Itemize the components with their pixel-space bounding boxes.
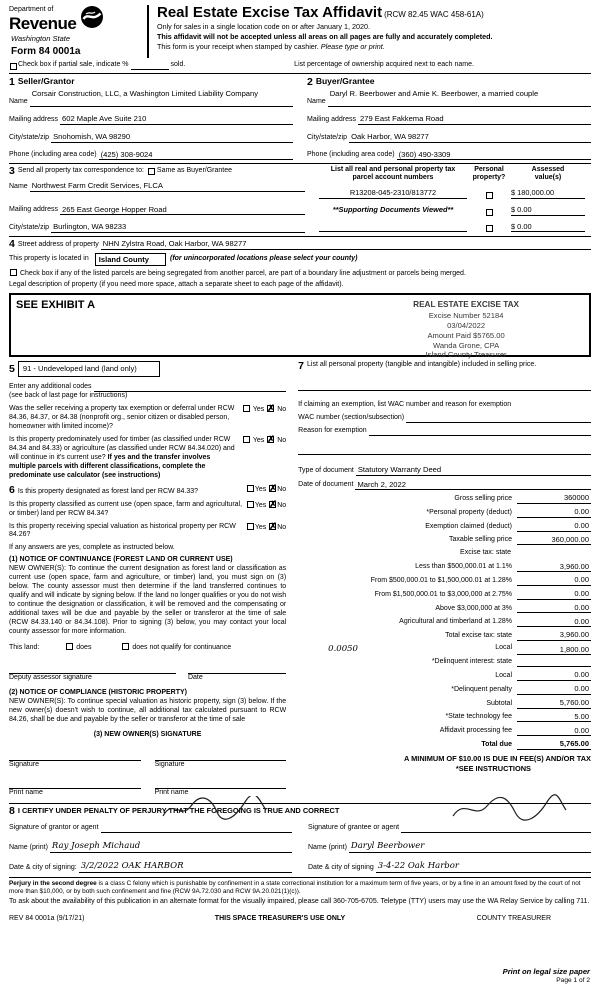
seller-mailing-field[interactable]: 602 Maple Ave Suite 210 (60, 114, 293, 125)
legal-description-box[interactable] (9, 293, 591, 360)
tier4-value[interactable]: 0.00 (517, 603, 591, 614)
subtotal-row: Subtotal 5,760.00 (486, 698, 589, 708)
correspondence-section: 3 Send all property tax correspondence to: Same as Buyer/Grantee Name Northwest Farm Credit Services, FLCA Mailing address 265 East George Hopper Road City/state/zip Burlington, WA 98233 (9, 166, 305, 233)
page-title: Real Estate Excise Tax Affidavit (157, 4, 383, 21)
forest-no-checkbox[interactable] (269, 485, 276, 492)
exemption-deferral-question: Was the seller receiving a property tax exemption or deferral under RCW 84.36, 84.37, or 84.38 (nonprofit org., senior citizen or disabled person, homeowner with limited income)? Yes ✗ No (9, 405, 286, 432)
legal-description-label: Legal description of property (if you need more space, attach a separate sheet to each page of the affidavit). (9, 281, 344, 289)
supporting-documents-note: **Supporting Documents Viewed** (332, 204, 454, 214)
title-block (147, 5, 591, 58)
section-6-number: 6 (9, 483, 15, 496)
segregated-row (9, 269, 591, 279)
buyer-phone-field[interactable]: (360) 490-3309 (397, 150, 591, 161)
segregated-label: Check box if any of the listed parcels are being segregated from another parcel, are part of a boundary line adjustment or parcels being merged. (19, 270, 466, 278)
total-excise-state-row: Total excise tax: state 3,960.00 (445, 630, 589, 640)
does-qualify-checkbox[interactable] (66, 643, 73, 650)
minimum-due-note: A MINIMUM OF $10.00 IS DUE IN FEE(S) AND/OR TAX (404, 753, 591, 763)
tier1-row: Less than $500,000.01 at 1.1% 3,960.00 (415, 561, 589, 571)
correspondence-mailing-field[interactable]: 265 East George Hopper Road (60, 205, 305, 216)
buyer-mailing-field[interactable]: 279 East Fakkema Road (358, 114, 591, 125)
dor-logo-block (9, 5, 147, 58)
q-timber-no-checkbox[interactable] (267, 436, 274, 443)
seller-heading: Seller/Grantor (17, 76, 75, 87)
new-owner-printname-row: Print name Print name (9, 778, 286, 798)
print-note-block (503, 967, 590, 985)
current-use-question: Is this property classified as current use (open space, farm and agricultural, or timber) land per RCW 84.34? Yes ✗ No (9, 501, 286, 519)
timber-agriculture-question: Is this property predominately used for timber (as classified under RCW 84.34 and 84.33) or agriculture (as classified under RCW 84.34.020) and will continue in it's current use? If yes and the transfer involves multiple parcels with different classifications, complete the predominate use calculator (see instructions) Yes ✗ No (9, 436, 286, 481)
assessed-value-header: Assessed value(s) (531, 166, 565, 182)
affidavit-processing-fee-value[interactable]: 0.00 (517, 726, 591, 737)
partial-sale-percent-field[interactable] (131, 61, 169, 70)
certify-statement: I CERTIFY UNDER PENALTY OF PERJURY THAT THE FOREGOING IS TRUE AND CORRECT (17, 806, 340, 816)
new-owner-printname-line-1[interactable] (9, 778, 141, 789)
segregated-checkbox[interactable] (10, 269, 17, 276)
tier3-value[interactable]: 0.00 (517, 589, 591, 600)
seller-phone-field[interactable]: (425) 308-9024 (99, 150, 293, 161)
excise-tax-state-header: Excise tax: state (460, 549, 511, 557)
legal-description-value: SEE EXHIBIT A (16, 299, 96, 312)
correspondence-name-field[interactable]: Northwest Farm Credit Services, FLCA (30, 181, 305, 192)
personal-property-deduct-value[interactable]: 0.00 (517, 507, 591, 518)
deputy-assessor-row: Deputy assessor signature Date (9, 663, 286, 683)
historic-question: Is this property receiving special valuation as historical property per RCW 84.26? Yes ✗ No (9, 523, 286, 541)
delinquent-interest-local-value[interactable]: 0.00 (517, 670, 591, 681)
section-7-number: 7 (298, 360, 305, 373)
gross-selling-price-value[interactable]: 360000 (517, 493, 591, 504)
see-instructions-note: *SEE INSTRUCTIONS (455, 764, 531, 774)
local-tax-row: 0.0050 Local 1,800.00 (328, 644, 589, 655)
section-1-number: 1 (9, 75, 15, 88)
personal-property-list-line[interactable] (298, 380, 591, 391)
footer-row (9, 915, 591, 924)
current-use-yes-checkbox[interactable] (247, 501, 254, 508)
personal-property-checkbox-2[interactable] (486, 209, 493, 216)
section-8-number: 8 (9, 804, 15, 817)
grantee-date-city-field[interactable]: 3-4-22 Oak Harbor (376, 861, 591, 873)
delinquent-penalty-value[interactable]: 0.00 (517, 684, 591, 695)
grantor-signature (159, 796, 269, 822)
section-3-number: 3 (9, 165, 15, 178)
parcel-row (319, 188, 591, 198)
date-city-row: Date & city of signing: 3/2/2022 OAK HARBOR Date & city of signing 3-4-22 Oak Harbor (9, 861, 591, 873)
land-use-code-field[interactable]: 91 - Undeveloped land (land only) (18, 361, 160, 377)
form-number: Form 84 0001a (11, 45, 81, 57)
buyer-heading: Buyer/Grantee (315, 76, 375, 87)
header-note-1: Only for sales in a single location code on or after January 1, 2020. (157, 21, 370, 31)
new-owner-printname-line-2[interactable] (155, 778, 287, 789)
parcel-table (319, 166, 591, 233)
additional-codes-field[interactable] (94, 383, 287, 392)
exemption-claimed-row: Exemption claimed (deduct) 0.00 (425, 521, 589, 531)
additional-codes-note: (see back of last page for instructions) (9, 392, 128, 400)
exemption-claim-note: If claiming an exemption, list WAC number and reason for exemption (298, 400, 512, 408)
historic-no-checkbox[interactable] (269, 523, 276, 530)
notice-continuance-title: (1) NOTICE OF CONTINUANCE (FOREST LAND OR CURRENT USE) (9, 556, 233, 564)
grantor-date-city-field[interactable]: 3/2/2022 OAK HARBOR (79, 861, 292, 873)
total-due-value[interactable]: 5,765.00 (517, 739, 591, 750)
notice-continuance-body: NEW OWNER(S): To continue the current designation as forest land or classification as current use (open space, farm and agriculture, or timber) land, you must sign on (3) below. The county assessor must then determine if the land transferred continues to qualify and will indicate by signing below. If the land no longer qualifies or you do not wish to continue the designation or classification, it will be removed and the compensating or additional taxes will be due and payable by the seller or transferor at the time of sale (RCW 84.33.140 or 84.34.108). Prior to signing (3) below, you may contact your local county assessor for more information. (9, 565, 287, 636)
q-timber-yes-checkbox[interactable] (243, 436, 250, 443)
seller-buyer-band (9, 73, 591, 160)
grantor-printname-field[interactable]: Ray Joseph Michaud (50, 841, 292, 853)
buyer-csz-field[interactable]: Oak Harbor, WA 98277 (349, 132, 591, 143)
forest-yes-checkbox[interactable] (247, 485, 254, 492)
printname-row: Name (print) Ray Joseph Michaud Name (print) Daryl Beerbower (9, 841, 591, 853)
notice-compliance-title: (2) NOTICE OF COMPLIANCE (HISTORIC PROPERTY) (9, 688, 187, 696)
agricultural-row: Agricultural and timberland at 1.28% 0.00 (399, 616, 589, 626)
delinquent-interest-local-row: Local 0.00 (495, 670, 589, 680)
treasurer-space-label: THIS SPACE TREASURER'S USE ONLY (214, 914, 346, 922)
current-use-no-checkbox[interactable] (269, 501, 276, 508)
left-column: 5 91 - Undeveloped land (land only) Enter any additional codes (see back of last page for instructions) Was the seller receiving a property tax exemption or deferral under RCW 84.36, 84.37, or 84.38 (nonprofit org., senior citizen or disabled person, homeowner with limited income)? Yes ✗ No Is this property predominately used for timber (as classified under RCW 84.34 and 84.33) or agriculture (as classified under RCW 84.34.020) and will continue in it's current use? If yes and the transfer involves multiple parcels with different classifications, complete the predominate use calculator (see instructions) Yes ✗ No 6 Is this property designated as forest land per RCW 84.33? Yes ✗ No Is this property classified as current use (open space, farm and agricultural, or timber) land per RCW 84.34? Yes ✗ No Is this property receiving special valuation as historical property per RCW 84.26? Yes ✗ No If any answers are yes, complete as instructed below. (1) NOTICE OF CONTINUANCE (FOREST LAND OR CURRENT USE) NEW OWNER(S): To continue the current designation as forest land or classification as current use (open space, farm and agriculture, or timber) land, you must sign on (3) below. The county assessor must then determine if the land transferred continues to qualify and will indicate by signing below. If the land no longer qualifies or you do not wish to continue the designation or classification, it will be removed and the compensating or additional taxes will be due and payable by the seller or transferor at the time of sale (RCW 84.33.140 or 84.34.108). Prior to signing (3) below, you may contact your local county assessor for more information. This land: does does not qualify for continuance Deputy assessor signature Date (2) NOTICE OF COMPLIANCE (HISTORIC PROPERTY) NEW OWNER(S): To continue special valuation as historic property, sign (3) below. If the new owner(s) doesn't wish to continue, all additional tax calculated pursuant to RCW 84.26, shall be due and payable by the seller or transferor at the time of sale (3) NEW OWNER(S) SIGNATURE Signature Signature Print name Print name (9, 361, 294, 797)
certification-section (9, 803, 591, 873)
wac-number-field[interactable] (406, 414, 591, 423)
perjury-notice: Perjury in the second degree is a class C felony which is punishable by confinement in a state correctional institution for a maximum term of five years, or by a fine in an amount fixed by the court of not more than $10,000, or by both such confinement and fine (RCW 9A.72.030 and RCW 9A.20.021(1)(c)). (9, 877, 591, 896)
section-5-number: 5 (9, 362, 15, 375)
tier4-row: Above $3,000,000 at 3% 0.00 (435, 602, 589, 612)
street-address-field[interactable]: NHN Zylstra Road, Oak Harbor, WA 98277 (101, 239, 591, 250)
q-exemption-yes-checkbox[interactable] (243, 405, 250, 412)
delinquent-interest-state-row: *Delinquent interest: state (298, 658, 591, 667)
forest-land-question: 6 Is this property designated as forest land per RCW 84.33? Yes ✗ No (9, 485, 286, 497)
correspondence-band (9, 163, 591, 233)
section-4-number: 4 (9, 238, 15, 251)
new-owner-signature-line-1[interactable] (9, 750, 141, 761)
grantor-signature-line[interactable] (101, 824, 292, 833)
parcel-number-1-field[interactable]: R13208-045-2310/813772 (319, 188, 467, 198)
new-owner-signature-row: Signature Signature (9, 750, 286, 770)
does-not-qualify-checkbox[interactable] (122, 643, 129, 650)
deputy-assessor-date-line[interactable] (188, 663, 286, 674)
personal-property-intro: List all personal property (tangible and intangible) included in selling price. (307, 361, 537, 369)
partial-sale-checkbox[interactable] (10, 63, 17, 70)
personal-property-checkbox-1[interactable] (486, 192, 493, 199)
gross-selling-price-row: Gross selling price 360000 (454, 493, 589, 503)
header-note-2: This affidavit will not be accepted unless all areas on all pages are fully and accurately completed. (157, 32, 493, 42)
form-header (9, 5, 591, 61)
partial-sale-row (9, 61, 591, 70)
exemption-claimed-value[interactable]: 0.00 (517, 521, 591, 532)
dept-of-label: Department of (9, 6, 54, 13)
if-yes-note: If any answers are yes, complete as instructed below. (9, 544, 175, 552)
county-select[interactable]: Island County (95, 253, 166, 267)
state-technology-fee-value[interactable]: 5.00 (517, 712, 591, 723)
personal-property-deduct-row: *Personal property (deduct) 0.00 (426, 507, 589, 517)
local-tax-value[interactable]: 1,800.00 (517, 645, 591, 656)
tier2-row: From $500,000.01 to $1,500,000.01 at 1.28% 0.00 (370, 575, 589, 585)
legal-size-note: Print on legal size paper (502, 966, 590, 976)
delinquent-interest-state-value[interactable] (517, 658, 591, 667)
assessed-value-1-field[interactable]: $ 180,000.00 (511, 188, 585, 198)
middle-band (9, 361, 591, 797)
affidavit-processing-fee-row: Affidavit processing fee 0.00 (439, 725, 589, 735)
exemption-reason-line-2[interactable] (298, 444, 591, 455)
personal-property-header: Personal property? (472, 166, 506, 182)
grantee-signature (449, 794, 569, 822)
historic-yes-checkbox[interactable] (247, 523, 254, 530)
parcel-number-3-field[interactable] (319, 223, 467, 232)
parcel-row (319, 205, 591, 216)
section-2-number: 2 (307, 75, 313, 88)
local-rate-value[interactable]: 0.0050 (328, 644, 358, 655)
total-due-row: Total due 5,765.00 (481, 739, 589, 749)
alternate-format-note: To ask about the availability of this publication in an alternate format for the visually impaired, please call 360-705-6705. Teletype (TTY) users may use the WA Relay Service by calling 711. (9, 897, 590, 905)
treasurer-stamp: REAL ESTATE EXCISE TAX Excise Number 52184 03/04/2022 Amount Paid $5765.00 Wanda Grone, CPA Island County Treasurer (413, 300, 519, 360)
seller-csz-field[interactable]: Snohomish, WA 98290 (51, 132, 293, 143)
q-exemption-no-checkbox[interactable] (267, 405, 274, 412)
same-as-buyer-checkbox[interactable] (148, 168, 155, 175)
new-owner-signature-line-2[interactable] (155, 750, 287, 761)
tier3-row: From $1,500,000.01 to $3,000,000 at 2.75% 0.00 (374, 589, 589, 599)
assessed-value-2-field[interactable]: $ 0.00 (511, 205, 585, 215)
property-location-section: 4 Street address of property NHN Zylstra Road, Oak Harbor, WA 98277 This property is located in Island County (for unincorporated locations please select your county) Check box if any of the listed parcels are being segregated from another parcel, are part of a boundary line adjustment or parcels being merged. Legal description of property (if you need more space, attach a separate sheet to each page of the affidavit). SEE EXHIBIT A REAL ESTATE EXCISE TAX Excise Number 52184 03/04/2022 Amount Paid $5765.00 Wanda Grone, CPA Island County Treasurer (9, 236, 591, 357)
this-land-row: This land: does does not qualify for continuance (9, 643, 232, 651)
document-date-field[interactable]: March 2, 2022 (355, 480, 591, 491)
total-excise-state-value[interactable]: 3,960.00 (517, 630, 591, 641)
page-indicator: Page 1 of 2 (556, 976, 590, 984)
notice-compliance-body: NEW OWNER(S): To continue special valuation as historic property, sign (3) below. If the new owner(s) doesn't wish to continue, all additional tax calculated pursuant to RCW 84.26, shall be due and payable by the seller or transferor at the time of sale (9, 697, 287, 723)
seller-section: 1 Seller/Grantor Name Corsair Construction, LLC, a Washington Limited Liability Company Mailing address 602 Maple Ave Suite 210 City/state/zip Snohomish, WA 98290 Phone (including area code) (425) 308-9024 (9, 76, 293, 160)
deputy-assessor-signature-line[interactable] (9, 663, 176, 674)
header-note-3: This form is your receipt when stamped by cashier. Please type or print. (157, 42, 385, 52)
signature-row: Signature of grantor or agent Signature of grantee or agent (9, 824, 591, 833)
right-column: 7 List all personal property (tangible and intangible) included in selling price. If claiming an exemption, list WAC number and reason for exemption WAC number (section/subsection) Reason for exemption Type of document Statutory Warranty Deed Date of document March 2, 2022 Gross selling price 360000 *Personal property (deduct) 0.00 Exemption claimed (deduct) 0.00 Taxable selling price 360,000.00 Excise tax: state Less than $500,000.01 at 1.1% 3,960.00 From $500,000.01 to $1,500,000.01 at 1.28% 0.00 From $1,500,000.01 to $3,000,000 at 2.75% 0.00 Above $3,000,000 at 3% 0.00 Agricultural and timberland at 1.28% 0.00 Total excise tax: state 3,960.00 0.0050 Local 1,800.00 *Delinquent interest: state Local 0.00 *Delinquent penalty 0.00 Subtotal 5,760.00 *State technology fee 5.00 Affidavit processing fee 0.00 Total due 5,765.00 A MINIMUM OF $10.00 IS DUE IN FEE(S) AND/OR TAX *SEE INSTRUCTIONS (298, 360, 591, 774)
tier2-value[interactable]: 0.00 (517, 575, 591, 586)
personal-property-checkbox-3[interactable] (486, 225, 493, 232)
parcel-row (319, 222, 591, 232)
grantee-signature-line[interactable] (401, 824, 591, 833)
buyer-section: 2 Buyer/Grantee Name Daryl R. Beerbower and Amie K. Beerbower, a married couple Mailing address 279 East Fakkema Road City/state/zip Oak Harbor, WA 98277 Phone (including area code) (360) 490-3309 (307, 76, 591, 160)
tier1-value[interactable]: 3,960.00 (517, 562, 591, 573)
rev-number: REV 84 0001a (9/17/21) (9, 914, 85, 922)
agricultural-value[interactable]: 0.00 (517, 617, 591, 628)
same-as-buyer-label: Same as Buyer/Grantee (156, 167, 233, 175)
delinquent-penalty-row: *Delinquent penalty 0.00 (451, 684, 589, 694)
document-type-field[interactable]: Statutory Warranty Deed (356, 465, 591, 476)
revenue-wordmark: Revenue (9, 13, 77, 33)
subtotal-value[interactable]: 5,760.00 (517, 698, 591, 709)
sold-label: sold. (170, 61, 186, 69)
new-owners-signature-title: (3) NEW OWNER(S) SIGNATURE (93, 730, 202, 738)
taxable-selling-price-row: Taxable selling price 360,000.00 (448, 534, 589, 544)
taxable-selling-price-value[interactable]: 360,000.00 (517, 535, 591, 546)
grantee-printname-field[interactable]: Daryl Beerbower (349, 841, 591, 853)
ownership-percent-note: List percentage of ownership acquired next to each name. (294, 61, 474, 69)
assessed-value-3-field[interactable]: $ 0.00 (511, 222, 585, 232)
partial-sale-label: Check box if partial sale, indicate % (18, 61, 129, 69)
seller-name-field[interactable]: Corsair Construction, LLC, a Washington Limited Liability Company (30, 89, 293, 107)
state-technology-fee-row: *State technology fee 5.00 (445, 711, 589, 721)
county-note: (for unincorporated locations please select your county) (169, 255, 358, 263)
rcw-reference: (RCW 82.45 WAC 458-61A) (384, 10, 484, 19)
exemption-reason-field[interactable] (369, 427, 591, 436)
parcel-numbers-header: List all real and personal property tax parcel account numbers (330, 166, 456, 182)
dor-logo-icon (80, 5, 104, 33)
county-treasurer-label: COUNTY TREASURER (476, 914, 552, 922)
buyer-name-field[interactable]: Daryl R. Beerbower and Amie K. Beerbower, a married couple (328, 89, 591, 107)
washington-state-label: Washington State (11, 33, 71, 43)
correspondence-csz-field[interactable]: Burlington, WA 98233 (51, 222, 305, 233)
